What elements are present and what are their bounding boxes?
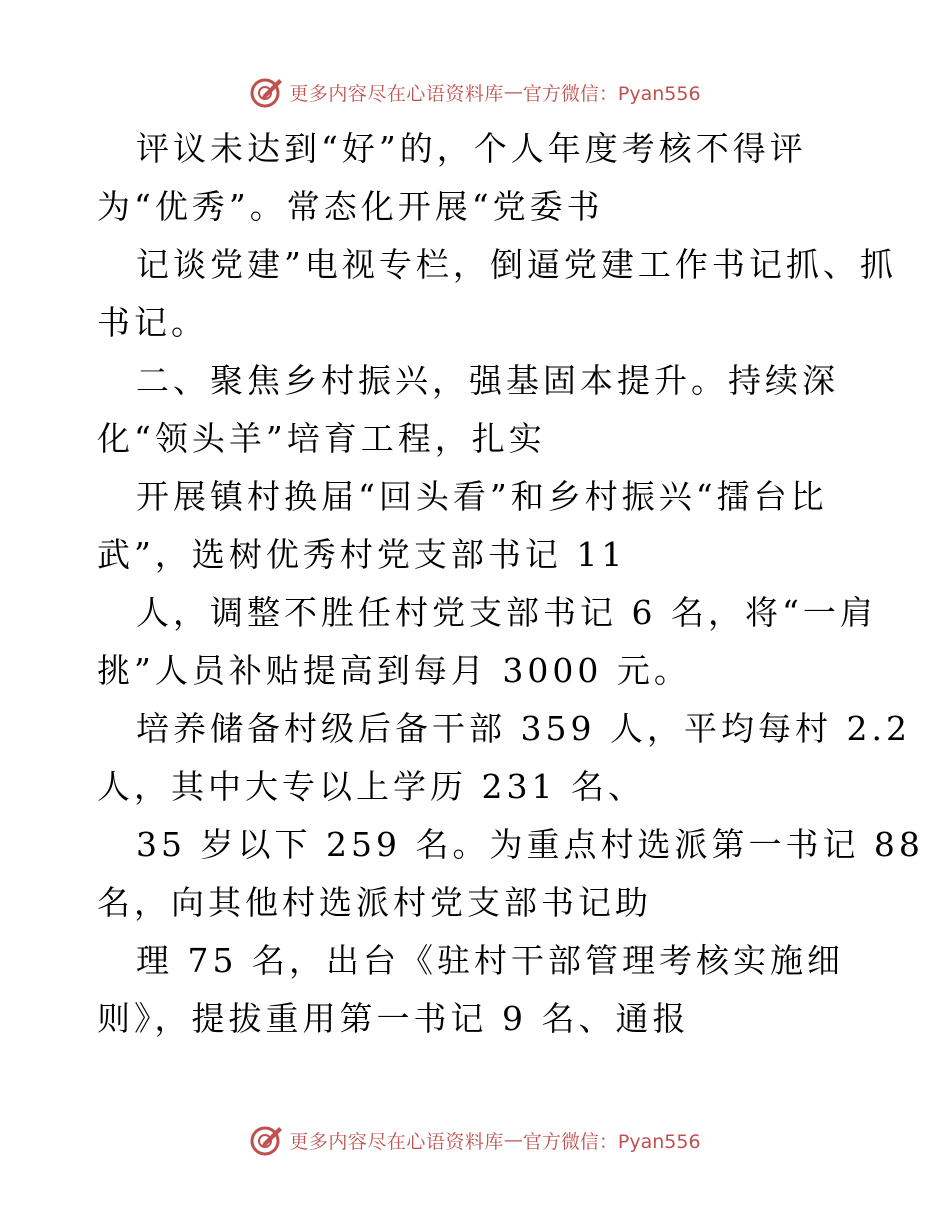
brand-logo-icon: [249, 1122, 285, 1158]
text-line: 记谈党建”电视专栏，倒逼党建工作书记抓、抓: [136, 245, 897, 284]
brand-logo-icon: [249, 74, 285, 110]
text-line: 二、聚焦乡村振兴，强基固本提升。持续深: [136, 361, 839, 400]
footer-banner: [0, 1120, 950, 1160]
banner-dash: —: [503, 81, 523, 103]
text-line: 人，调整不胜任村党支部书记 6 名，将“一肩: [136, 593, 877, 632]
text-line: 挑”人员补贴提高到每月 3000 元。: [97, 651, 691, 690]
banner-text: 更多内容尽在心语资料库: [289, 82, 504, 105]
text-line: 为“优秀”。常态化开展“党委书: [97, 187, 604, 226]
banner-wechat: 官方微信：Pyan556: [522, 82, 701, 105]
text-line: 35 岁以下 259 名。为重点村选派第一书记 88: [136, 825, 924, 864]
text-line: 理 75 名，出台《驻村干部管理考核实施细: [136, 941, 844, 980]
banner-wechat: 官方微信：Pyan556: [522, 1130, 701, 1153]
text-line: 武”，选树优秀村党支部书记 11: [97, 535, 627, 574]
text-line: 书记。: [97, 303, 208, 342]
text-line: 评议未达到“好”的，个人年度考核不得评: [136, 129, 807, 168]
text-line: 人，其中大专以上学历 231 名、: [97, 767, 645, 806]
banner-text: 更多内容尽在心语资料库: [289, 1130, 504, 1153]
text-line: 培养储备村级后备干部 359 人，平均每村 2.2: [136, 709, 911, 748]
header-banner: [0, 72, 950, 112]
banner-dash: —: [503, 1129, 523, 1151]
text-line: 则》，提拔重用第一书记 9 名、通报: [97, 999, 690, 1038]
text-line: 开展镇村换届“回头看”和乡村振兴“擂台比: [136, 477, 828, 516]
text-line: 化“领头羊”培育工程，扎实: [97, 419, 546, 458]
text-line: 名，向其他村选派村党支部书记助: [97, 883, 652, 922]
